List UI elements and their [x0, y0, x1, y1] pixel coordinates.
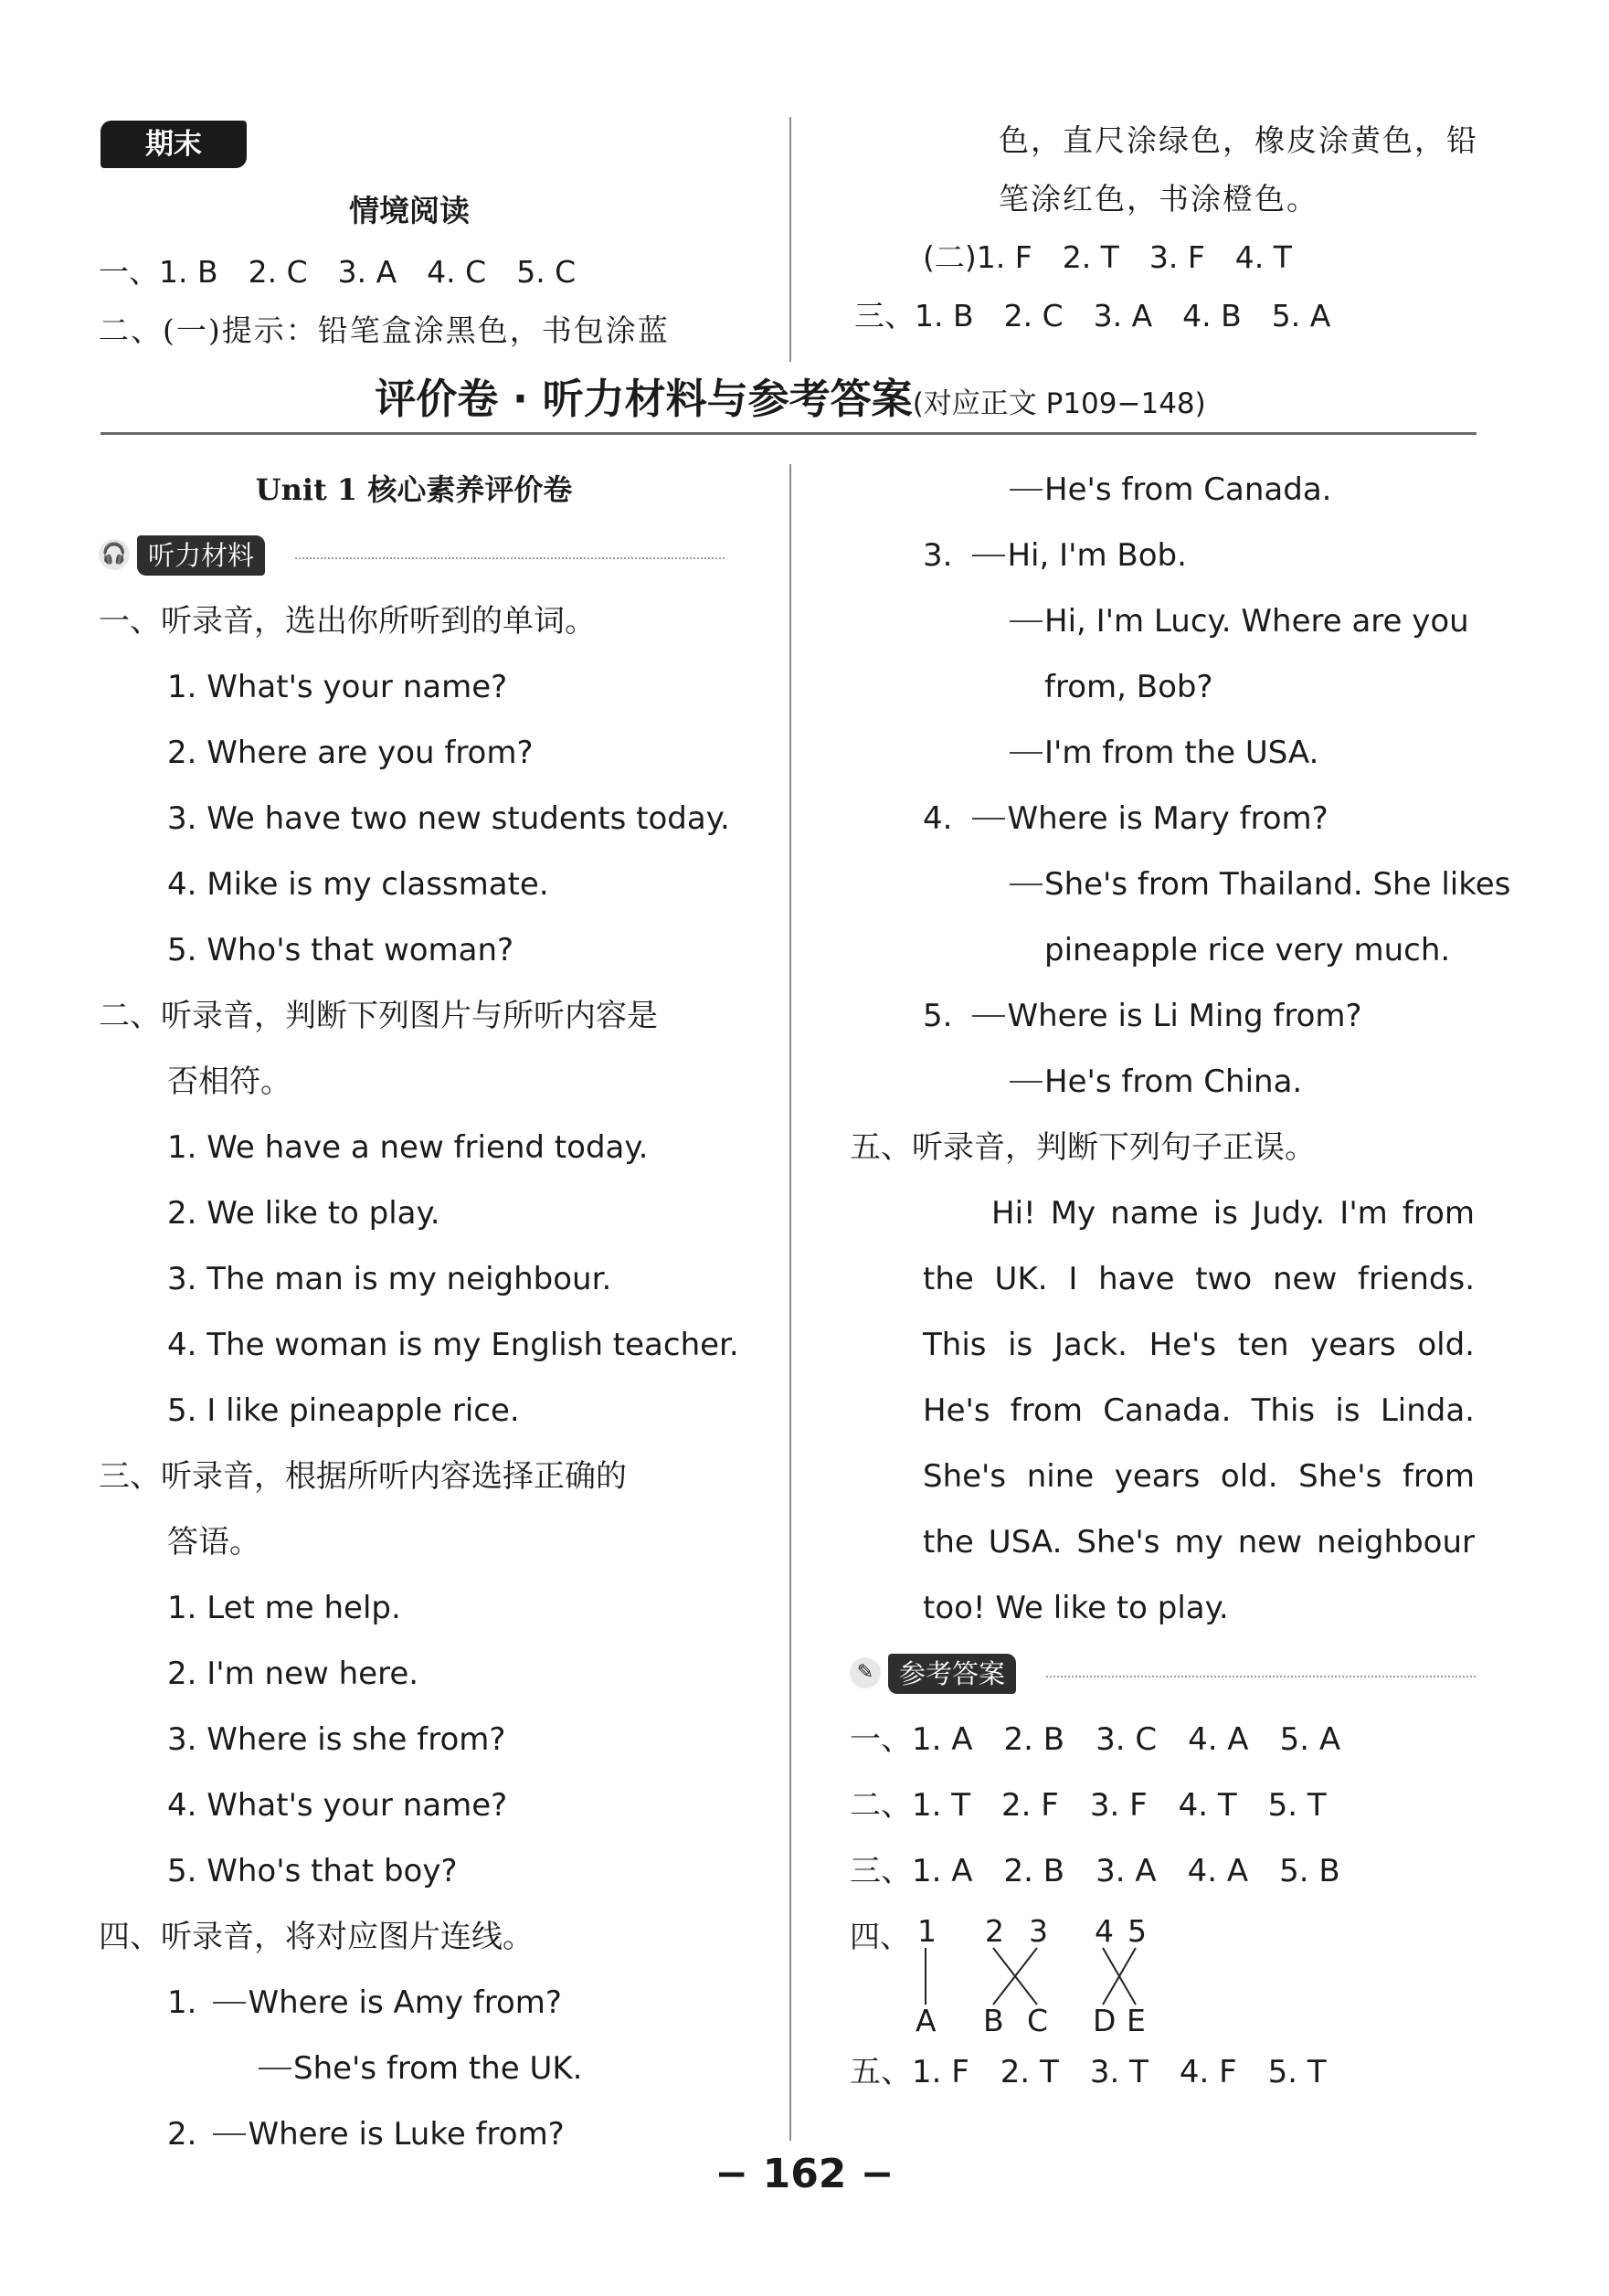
- dialogue-text: Hi, I'm Bob.: [1007, 537, 1187, 574]
- dialogue-dash: [1010, 883, 1043, 885]
- match-number: 2: [985, 1913, 1004, 1949]
- paragraph-line: Hi! My name is Judy. I'm from: [991, 1195, 1475, 1232]
- matching-prefix: 四、: [850, 1919, 910, 1954]
- list-item: 1. What's your name?: [167, 669, 508, 705]
- match-letter: D: [1093, 2003, 1117, 2038]
- match-letter: C: [1027, 2003, 1049, 2038]
- list-item: 2. Where are you from?: [167, 735, 534, 771]
- banner-title: 评价卷 · 听力材料与参考答案: [375, 375, 913, 423]
- list-item: 2. I'm new here.: [167, 1656, 419, 1692]
- dialogue-number: 1.: [167, 1984, 197, 2021]
- answers-tag-label: 参考答案: [888, 1654, 1016, 1694]
- dialogue-line: [850, 1049, 1480, 1115]
- top-answer-line: 一、1. B 2. C 3. A 4. C 5. C: [99, 254, 577, 290]
- listening-tag-label: 听力材料: [137, 535, 265, 576]
- tag-dotted-line: [1046, 1676, 1476, 1677]
- match-letter: A: [916, 2003, 937, 2038]
- section-banner: [101, 365, 1480, 425]
- top-answer-line: 笔涂红色，书涂橙色。: [999, 181, 1318, 217]
- list-item: 2. We like to play.: [167, 1195, 440, 1232]
- answers-tag: [850, 1641, 1480, 1707]
- match-number: 1: [917, 1913, 937, 1949]
- top-left-column: [99, 187, 720, 360]
- list-item: 4. The woman is my English teacher.: [167, 1327, 739, 1363]
- dialogue-line: [99, 2036, 729, 2101]
- top-answer-line: (二)1. F 2. T 3. F 4. T: [923, 239, 1292, 275]
- banner-page-ref: (对应正文 P109−148): [912, 387, 1206, 420]
- list-item: 3. Where is she from?: [167, 1721, 506, 1758]
- final-badge: 期末: [101, 121, 247, 168]
- dialogue-line: [850, 983, 1480, 1049]
- top-answer-line: 色，直尺涂绿色，橡皮涂黄色，铅: [999, 122, 1478, 158]
- dialogue-dash: [972, 1015, 1005, 1017]
- match-number: 4: [1095, 1913, 1114, 1949]
- list-item: 5. Who's that boy?: [167, 1853, 458, 1889]
- paragraph-line: too! We like to play.: [923, 1590, 1229, 1626]
- headphones-icon: 🎧: [99, 539, 130, 570]
- dialogue-text: She's from the UK.: [293, 2050, 583, 2087]
- list-item: 3. We have two new students today.: [167, 800, 730, 837]
- top-right-column: [854, 111, 1485, 345]
- banner-rule: [101, 432, 1477, 435]
- paragraph-line: This is Jack. He's ten years old.: [923, 1327, 1475, 1363]
- matching-answer: [850, 1904, 1480, 2039]
- dialogue-text: She's from Thailand. She likes: [1044, 866, 1511, 903]
- dialogue-dash: [972, 818, 1005, 820]
- match-letter: E: [1127, 2003, 1146, 2038]
- dialogue-number: 3.: [923, 537, 953, 574]
- paragraph-line: the USA. She's my new neighbour: [923, 1524, 1475, 1561]
- dialogue-number: 2.: [167, 2116, 197, 2153]
- list-item: 3. The man is my neighbour.: [167, 1261, 612, 1297]
- dialogue-dash: [972, 555, 1005, 556]
- dialogue-line: [850, 457, 1480, 523]
- match-number: 3: [1029, 1913, 1048, 1949]
- dialogue-line: [850, 588, 1480, 654]
- list-item: 4. Mike is my classmate.: [167, 866, 549, 903]
- dialogue-text: He's from China.: [1044, 1063, 1303, 1100]
- question-title: 五、听录音，判断下列句子正误。: [850, 1129, 1316, 1166]
- top-column-divider: [789, 117, 791, 362]
- dialogue-line: [99, 1970, 729, 2036]
- dialogue-line: from, Bob?: [1044, 669, 1213, 705]
- dialogue-dash: [213, 2133, 246, 2135]
- dialogue-dash: [213, 2002, 246, 2004]
- answer-line: 五、1. F 2. T 3. T 4. F 5. T: [850, 2054, 1327, 2090]
- dialogue-number: 5.: [923, 998, 953, 1034]
- dialogue-text: Where is Amy from?: [248, 1984, 562, 2021]
- dialogue-dash: [1010, 1081, 1043, 1083]
- dialogue-text: I'm from the USA.: [1044, 735, 1319, 771]
- dialogue-text: Where is Luke from?: [248, 2116, 565, 2153]
- list-item: 5. I like pineapple rice.: [167, 1392, 520, 1429]
- unit-title: Unit 1 核心素养评价卷: [255, 472, 573, 507]
- list-item: 1. We have a new friend today.: [167, 1129, 649, 1166]
- list-item: 1. Let me help.: [167, 1590, 401, 1626]
- top-answer-line: 二、(一)提示：铅笔盒涂黑色，书包涂蓝: [99, 312, 670, 348]
- match-letter: B: [983, 2003, 1004, 2038]
- left-column: [99, 457, 739, 2167]
- tag-dotted-line: [295, 557, 725, 559]
- paragraph-line: He's from Canada. This is Linda.: [923, 1392, 1475, 1429]
- right-column: [850, 457, 1511, 2105]
- page-number: − 162 −: [715, 2151, 894, 2197]
- question-title: 四、听录音，将对应图片连线。: [99, 1919, 534, 1955]
- dialogue-dash: [259, 2068, 291, 2069]
- dialogue-text: Hi, I'm Lucy. Where are you: [1044, 603, 1469, 640]
- dialogue-line: [850, 852, 1511, 917]
- question-title: 一、听录音，选出你所听到的单词。: [99, 603, 596, 640]
- paragraph-line: She's nine years old. She's from: [923, 1458, 1475, 1495]
- answer-line: 三、1. A 2. B 3. A 4. A 5. B: [850, 1853, 1340, 1889]
- list-item: 4. What's your name?: [167, 1787, 508, 1824]
- dialogue-dash: [1010, 752, 1043, 754]
- answer-line: 一、1. A 2. B 3. C 4. A 5. A: [850, 1721, 1341, 1758]
- dialogue-line: [850, 523, 1480, 588]
- dialogue-dash: [1010, 489, 1043, 491]
- listening-tag: [99, 523, 729, 588]
- answer-book-icon: ✎: [850, 1657, 881, 1688]
- dialogue-text: Where is Li Ming from?: [1007, 998, 1362, 1034]
- list-item: 5. Who's that woman?: [167, 932, 514, 968]
- dialogue-line: [850, 786, 1480, 852]
- question-title: 三、听录音，根据所听内容选择正确的: [99, 1458, 627, 1495]
- dialogue-text: Where is Mary from?: [1007, 800, 1328, 837]
- paragraph-line: the UK. I have two new friends.: [923, 1261, 1475, 1297]
- question-title-cont: 否相符。: [167, 1063, 291, 1100]
- question-title: 二、听录音，判断下列图片与所听内容是: [99, 998, 658, 1034]
- dialogue-line: [850, 720, 1480, 786]
- match-number: 5: [1127, 1913, 1147, 1949]
- dialogue-number: 4.: [923, 800, 953, 837]
- column-divider: [789, 464, 791, 2141]
- reading-subtitle: 情境阅读: [349, 193, 470, 228]
- question-title-cont: 答语。: [167, 1524, 260, 1561]
- top-answer-line: 三、1. B 2. C 3. A 4. B 5. A: [854, 298, 1331, 333]
- answer-line: 二、1. T 2. F 3. F 4. T 5. T: [850, 1787, 1327, 1824]
- dialogue-text: He's from Canada.: [1044, 471, 1332, 508]
- dialogue-dash: [1010, 620, 1043, 622]
- dialogue-line: pineapple rice very much.: [1044, 932, 1451, 968]
